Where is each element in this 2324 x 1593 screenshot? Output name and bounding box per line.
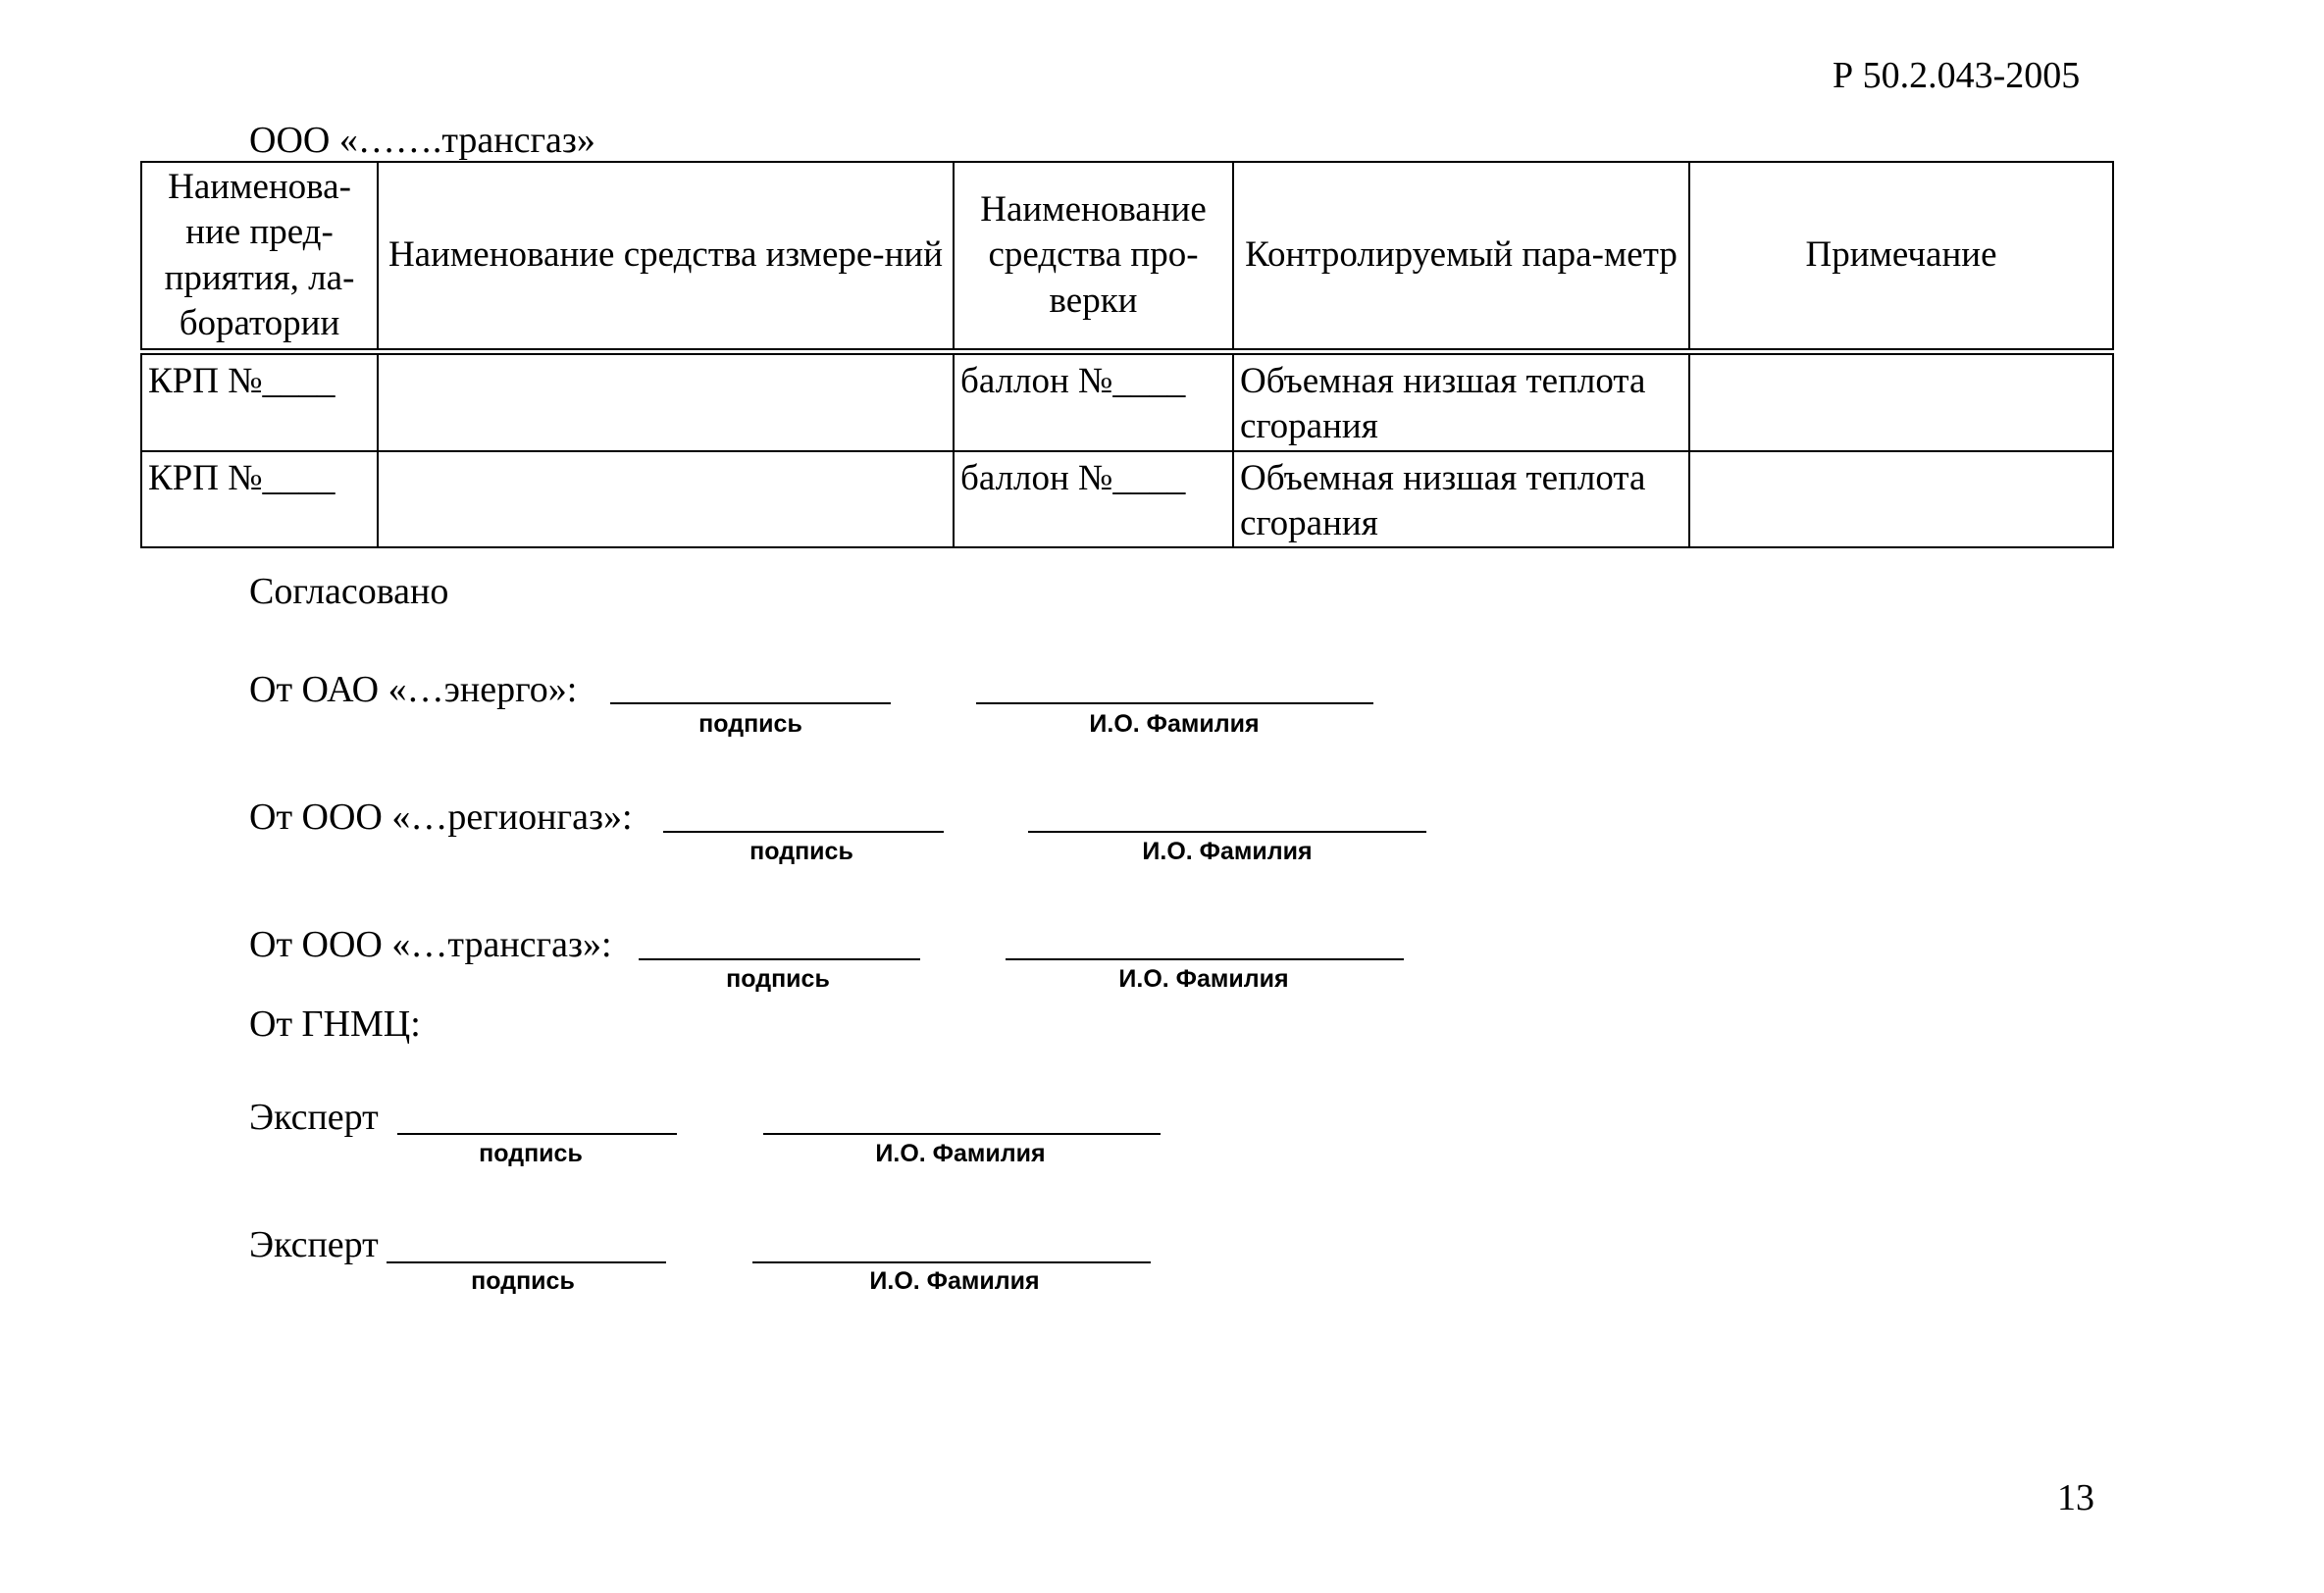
name-caption: И.О. Фамилия xyxy=(1089,710,1260,738)
name-line xyxy=(1006,958,1404,960)
header-controlled-parameter: Контролируемый пара-метр xyxy=(1233,162,1689,352)
signature-caption: подпись xyxy=(698,710,802,738)
signature-caption: подпись xyxy=(749,838,853,865)
approval-label-expert-1: Эксперт xyxy=(249,1097,379,1138)
name-caption: И.О. Фамилия xyxy=(1118,965,1289,993)
name-caption: И.О. Фамилия xyxy=(869,1267,1040,1295)
approval-label-energo: От ОАО «…энерго»: xyxy=(249,669,578,710)
organization-caption: ООО «…….трансгаз» xyxy=(249,120,595,161)
table-header-row xyxy=(141,162,2113,352)
name-line xyxy=(976,702,1373,704)
approval-label-transgaz: От ООО «…трансгаз»: xyxy=(249,924,612,965)
signature-caption: подпись xyxy=(726,965,830,993)
signature-line xyxy=(387,1261,666,1263)
page-number: 13 xyxy=(2057,1477,2094,1518)
name-caption: И.О. Фамилия xyxy=(875,1140,1046,1167)
approval-title: Согласовано xyxy=(249,571,449,612)
approval-label-expert-2: Эксперт xyxy=(249,1224,379,1265)
signature-line xyxy=(397,1133,677,1135)
cell-verification-means: баллон №____ xyxy=(954,352,1233,451)
table-row xyxy=(141,451,2113,548)
cell-enterprise: КРП №____ xyxy=(141,352,378,451)
approval-label-regiongaz: От ООО «…регионгаз»: xyxy=(249,796,633,838)
signature-line xyxy=(639,958,920,960)
signature-line xyxy=(663,831,944,833)
cell-enterprise: КРП №____ xyxy=(141,451,378,548)
cell-verification-means: баллон №____ xyxy=(954,451,1233,548)
name-line xyxy=(1028,831,1426,833)
signature-caption: подпись xyxy=(471,1267,575,1295)
verification-table xyxy=(140,161,2114,548)
header-enterprise: Наименова-ние пред-приятия, ла-боратории xyxy=(141,162,378,352)
signature-line xyxy=(610,702,891,704)
name-line xyxy=(752,1261,1151,1263)
cell-measuring-instrument xyxy=(378,352,954,451)
cell-controlled-parameter: Объемная низшая теплота сгорания xyxy=(1233,451,1689,548)
approval-label-gnmc: От ГНМЦ: xyxy=(249,1003,421,1045)
header-measuring-instrument: Наименование средства измере-ний xyxy=(378,162,954,352)
name-caption: И.О. Фамилия xyxy=(1142,838,1313,865)
cell-measuring-instrument xyxy=(378,451,954,548)
document-code: Р 50.2.043-2005 xyxy=(1833,55,2081,96)
header-note: Примечание xyxy=(1689,162,2113,352)
table-row xyxy=(141,352,2113,451)
cell-controlled-parameter: Объемная низшая теплота сгорания xyxy=(1233,352,1689,451)
header-verification-means: Наименование средства про-верки xyxy=(954,162,1233,352)
name-line xyxy=(763,1133,1161,1135)
signature-caption: подпись xyxy=(479,1140,583,1167)
cell-note xyxy=(1689,352,2113,451)
cell-note xyxy=(1689,451,2113,548)
